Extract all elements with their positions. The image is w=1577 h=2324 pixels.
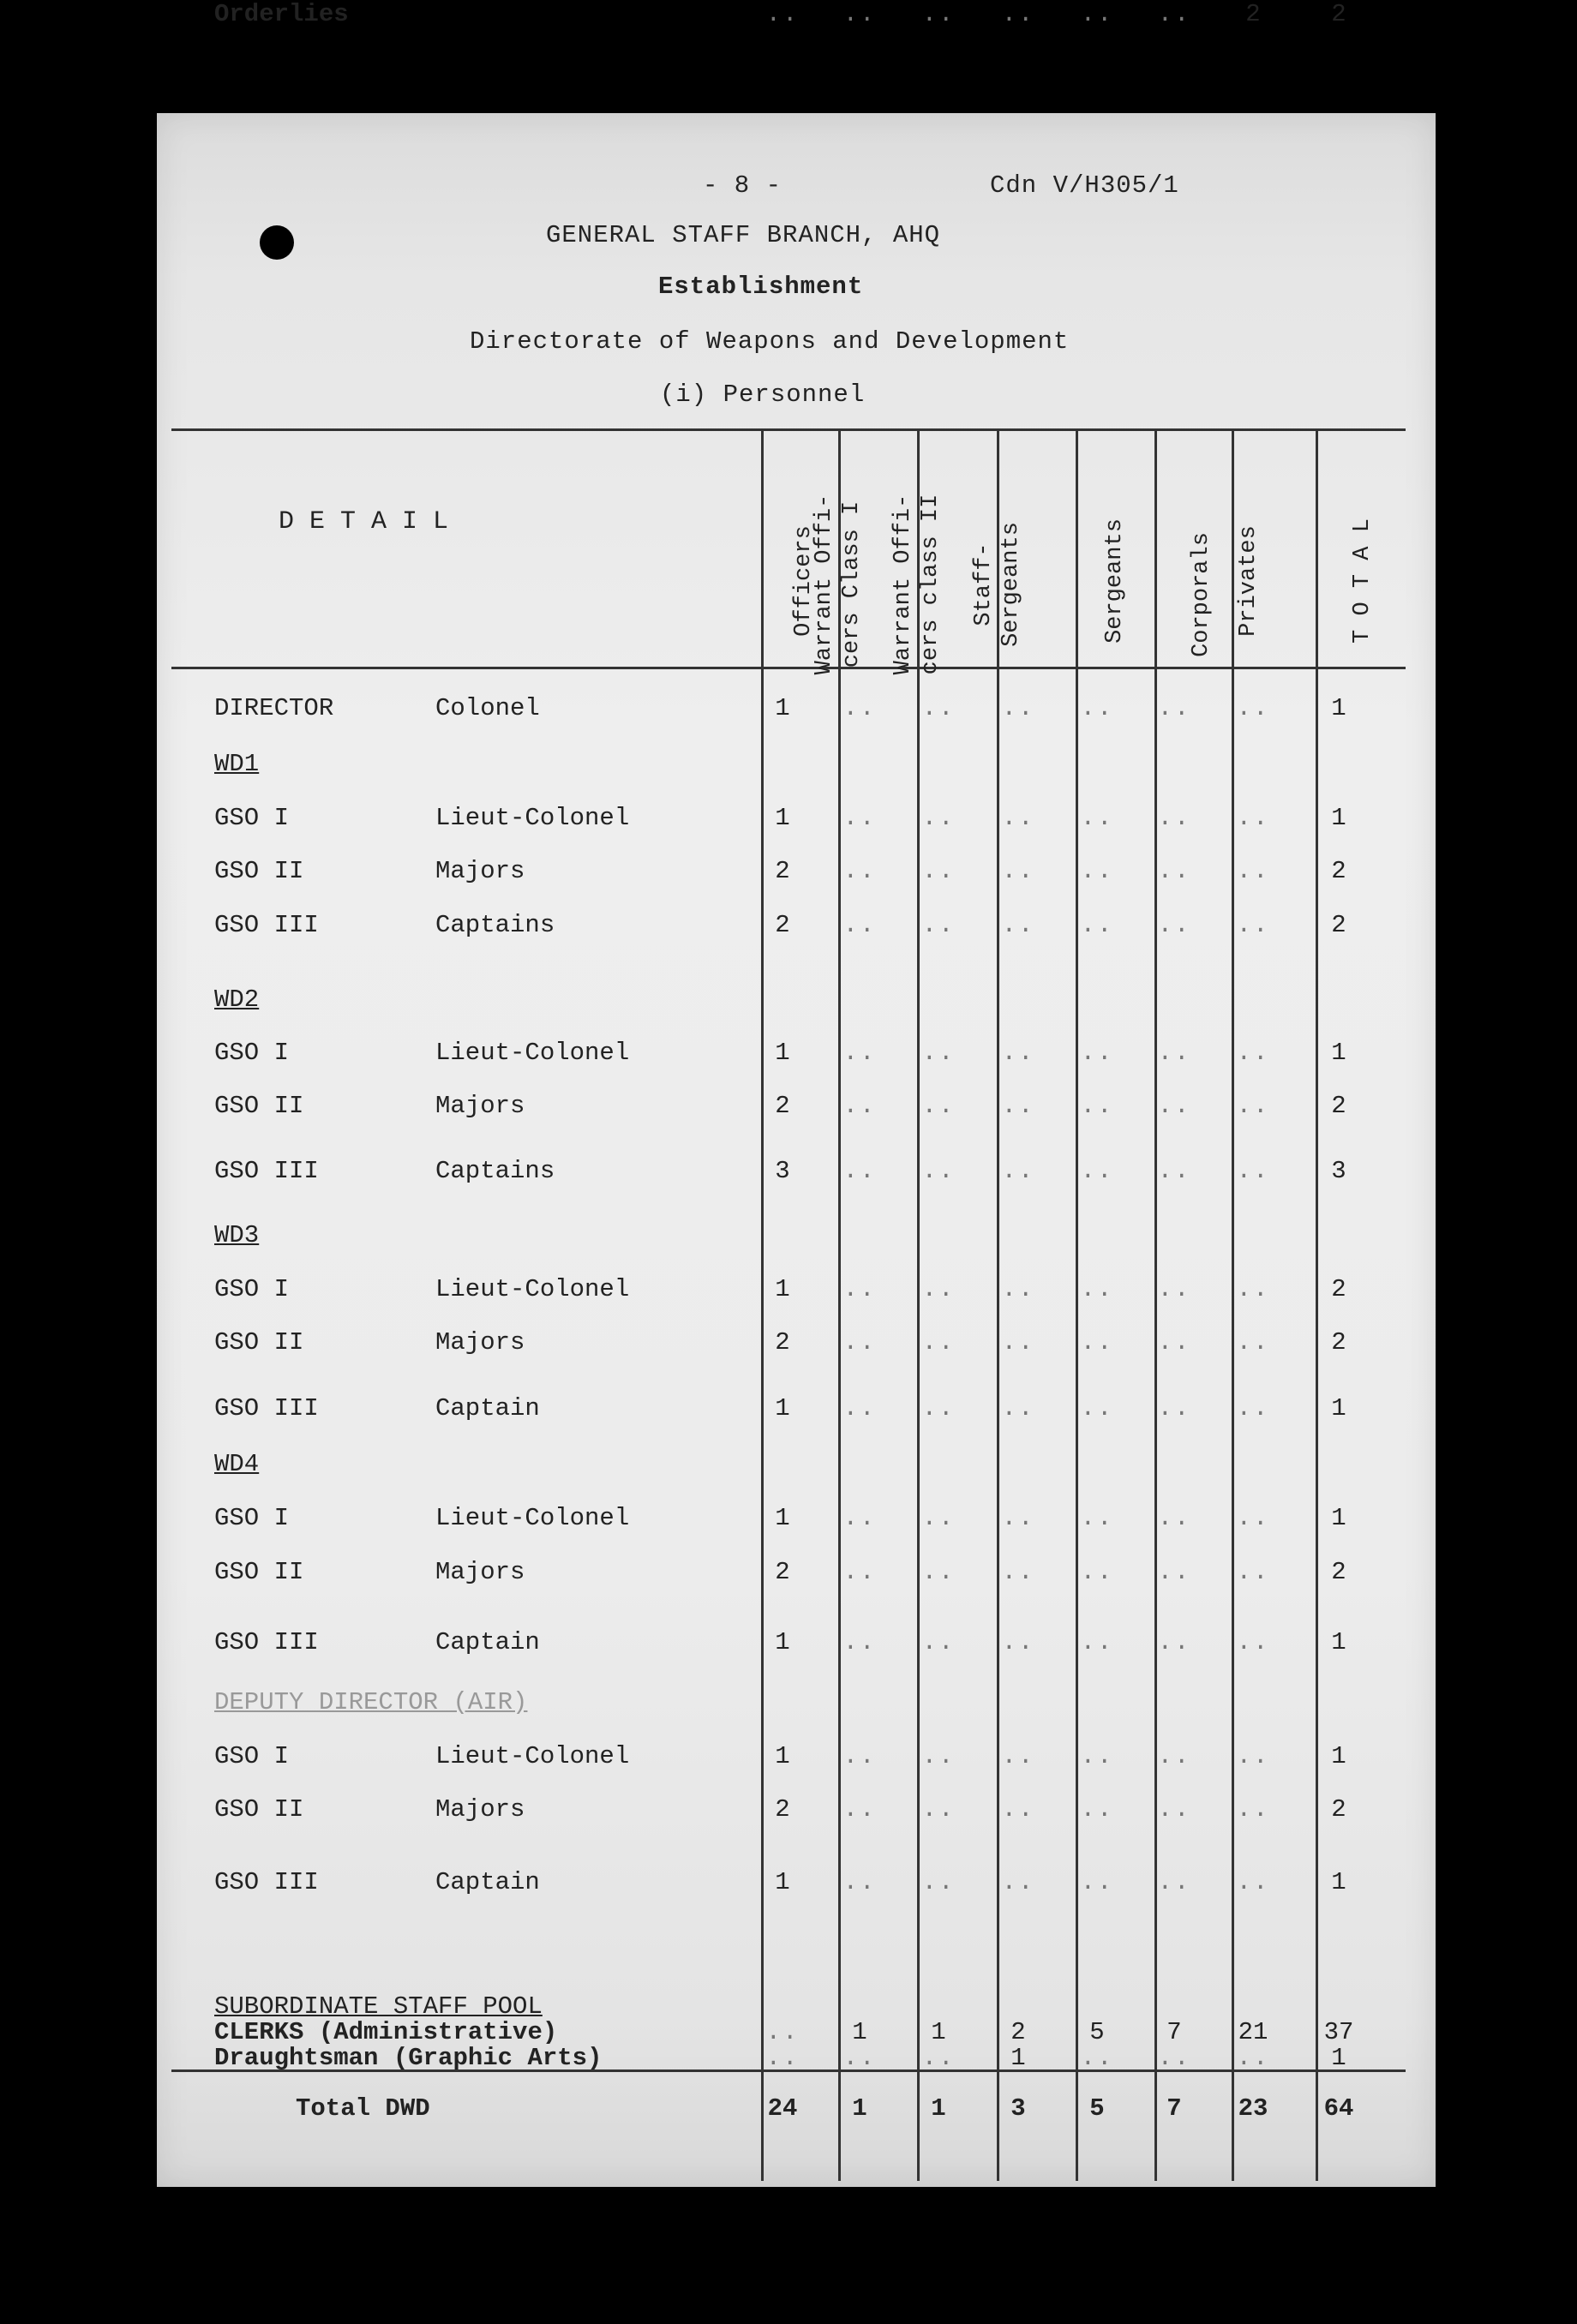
table-cell: ..	[842, 1157, 877, 1185]
table-cell: ..	[1236, 1558, 1270, 1586]
rank: Colonel	[435, 694, 540, 722]
table-cell: ..	[1157, 1742, 1191, 1770]
branch-title: GENERAL STAFF BRANCH, AHQ	[546, 221, 941, 249]
table-cell: ..	[1236, 1742, 1270, 1770]
table-cell: ..	[1080, 2044, 1114, 2072]
table-cell: ..	[921, 1328, 956, 1357]
appointment: GSO II	[214, 1795, 304, 1824]
total-cell: 24	[767, 2094, 798, 2123]
column-divider	[1316, 428, 1318, 2181]
table-cell: ..	[1001, 1742, 1035, 1770]
table-cell: ..	[1236, 1275, 1270, 1303]
table-cell: ..	[1001, 1394, 1035, 1423]
table-cell: ..	[1080, 1394, 1114, 1423]
header-bottom-rule	[171, 667, 1406, 669]
rank: Majors	[435, 1558, 525, 1586]
total-cell: 1	[931, 2094, 946, 2123]
table-cell: ..	[1157, 2044, 1191, 2072]
table-cell: ..	[1157, 1394, 1191, 1423]
rank: Majors	[435, 1328, 525, 1357]
table-cell: ..	[1001, 1328, 1035, 1357]
table-cell: ..	[1236, 804, 1270, 832]
table-cell: ..	[921, 1394, 956, 1423]
table-cell: ..	[1157, 1092, 1191, 1120]
table-cell: ..	[1157, 1558, 1191, 1586]
table-cell: ..	[1157, 0, 1191, 28]
rank: Lieut-Colonel	[435, 1039, 630, 1067]
table-cell: ..	[1001, 1795, 1035, 1824]
table-cell: ..	[765, 2018, 800, 2046]
table-cell: ..	[1080, 694, 1114, 722]
column-divider	[1076, 428, 1078, 2181]
directorate-title: Directorate of Weapons and Development	[470, 327, 1070, 356]
table-cell: ..	[921, 2044, 956, 2072]
table-cell: ..	[1001, 1157, 1035, 1185]
table-cell: ..	[1080, 804, 1114, 832]
punch-hole	[260, 225, 294, 260]
table-cell: ..	[1157, 1328, 1191, 1357]
table-cell: ..	[842, 694, 877, 722]
table-cell: ..	[1080, 1039, 1114, 1067]
table-cell: ..	[921, 911, 956, 939]
table-cell: 2	[775, 857, 790, 885]
table-cell: 5	[1089, 2018, 1105, 2046]
table-cell: ..	[842, 1394, 877, 1423]
table-cell: 2	[1331, 1795, 1346, 1824]
column-divider	[761, 428, 764, 2181]
table-cell: ..	[1236, 1795, 1270, 1824]
appointment: GSO III	[214, 1868, 319, 1896]
appointment: GSO II	[214, 1558, 304, 1586]
total-cell: 64	[1323, 2094, 1354, 2123]
table-cell: ..	[1001, 1628, 1035, 1656]
table-cell: ..	[1236, 1868, 1270, 1896]
total-label: Total DWD	[296, 2094, 430, 2123]
table-cell: ..	[842, 1558, 877, 1586]
table-cell: ..	[842, 857, 877, 885]
table-cell: ..	[921, 694, 956, 722]
table-cell: ..	[842, 1742, 877, 1770]
table-cell: ..	[1236, 2044, 1270, 2072]
corporals-column-header: Corporals	[1189, 532, 1214, 657]
table-cell: ..	[1001, 1868, 1035, 1896]
table-cell: 1	[775, 1628, 790, 1656]
table-cell: ..	[1236, 1628, 1270, 1656]
section-heading: WD4	[214, 1450, 260, 1478]
table-cell: ..	[1001, 694, 1035, 722]
appointment: GSO II	[214, 1092, 304, 1120]
rank: Lieut-Colonel	[435, 804, 630, 832]
table-cell: ..	[921, 1868, 956, 1896]
table-cell: ..	[1236, 911, 1270, 939]
table-cell: 7	[1166, 2018, 1182, 2046]
table-cell: ..	[921, 857, 956, 885]
table-cell: 21	[1238, 2018, 1268, 2046]
table-cell: ..	[1080, 1504, 1114, 1532]
rank: Majors	[435, 1092, 525, 1120]
table-cell: 1	[1331, 1742, 1346, 1770]
table-cell: ..	[921, 1504, 956, 1532]
table-cell: ..	[921, 1039, 956, 1067]
privates-column-header: Privates	[1236, 525, 1262, 637]
table-cell: 2	[1331, 1275, 1346, 1303]
table-cell: 1	[1331, 1868, 1346, 1896]
table-cell: ..	[1080, 1795, 1114, 1824]
table-cell: ..	[765, 2044, 800, 2072]
appointment: GSO III	[214, 1628, 319, 1656]
appointment: GSO I	[214, 1504, 290, 1532]
appointment: GSO I	[214, 1742, 290, 1770]
table-cell: ..	[921, 804, 956, 832]
table-cell: ..	[842, 804, 877, 832]
section-heading: SUBORDINATE STAFF POOL	[214, 1992, 543, 2021]
rank: Captain	[435, 1868, 540, 1896]
table-cell: ..	[1236, 1092, 1270, 1120]
table-cell: 2	[1331, 1558, 1346, 1586]
table-cell: ..	[1080, 1328, 1114, 1357]
column-divider	[917, 428, 920, 2181]
table-cell: ..	[1080, 1628, 1114, 1656]
total-column-header: T O T A L	[1350, 518, 1376, 644]
table-cell: ..	[1001, 804, 1035, 832]
table-cell: ..	[1080, 1558, 1114, 1586]
table-cell: ..	[921, 1742, 956, 1770]
table-cell: ..	[1236, 1504, 1270, 1532]
table-cell: 1	[931, 2018, 946, 2046]
pool-category: Orderlies	[214, 0, 349, 28]
table-cell: 2	[1331, 1328, 1346, 1357]
table-cell: 2	[775, 1328, 790, 1357]
column-divider	[838, 428, 841, 2181]
rank: Lieut-Colonel	[435, 1742, 630, 1770]
rank: Captain	[435, 1628, 540, 1656]
table-cell: 1	[1331, 2044, 1346, 2072]
table-cell: ..	[1236, 1328, 1270, 1357]
table-cell: ..	[1157, 1275, 1191, 1303]
table-cell: ..	[1157, 804, 1191, 832]
table-cell: ..	[1157, 1628, 1191, 1656]
table-cell: ..	[842, 1275, 877, 1303]
officers-column-header: Officers	[791, 525, 817, 637]
table-cell: ..	[1157, 1795, 1191, 1824]
table-cell: 2	[1331, 911, 1346, 939]
table-top-rule	[171, 428, 1406, 431]
table-cell: 1	[1010, 2044, 1026, 2072]
pool-category: Draughtsman (Graphic Arts)	[214, 2044, 603, 2072]
table-cell: ..	[1157, 1157, 1191, 1185]
table-cell: 1	[1331, 1628, 1346, 1656]
rank: Captain	[435, 1394, 540, 1423]
rank: Captains	[435, 911, 555, 939]
table-cell: ..	[1080, 911, 1114, 939]
pool-category: CLERKS (Administrative)	[214, 2018, 558, 2046]
staff-sergeants-column-header: Staff- Sergeants	[971, 522, 1024, 647]
establishment-title: Establishment	[658, 273, 864, 301]
section-heading: DEPUTY DIRECTOR (AIR)	[214, 1688, 528, 1716]
rank: Majors	[435, 857, 525, 885]
table-cell: 2	[1331, 857, 1346, 885]
section-heading: WD1	[214, 750, 260, 778]
table-cell: 2	[775, 1092, 790, 1120]
appointment: GSO III	[214, 1157, 319, 1185]
table-cell: ..	[842, 1868, 877, 1896]
table-cell: 2	[1331, 0, 1346, 28]
column-divider	[997, 428, 999, 2181]
table-cell: ..	[1236, 1157, 1270, 1185]
table-cell: 2	[1331, 1092, 1346, 1120]
wo1-column-header: Warrant Offi- cers Class I	[812, 494, 865, 675]
column-divider	[1154, 428, 1157, 2181]
rank: Majors	[435, 1795, 525, 1824]
file-reference: Cdn V/H305/1	[990, 171, 1179, 200]
table-cell: ..	[1157, 1868, 1191, 1896]
table-cell: 2	[775, 1558, 790, 1586]
total-cell: 23	[1238, 2094, 1268, 2123]
table-cell: 1	[1331, 1504, 1346, 1532]
column-divider	[1232, 428, 1234, 2181]
table-cell: ..	[1080, 1868, 1114, 1896]
appointment: GSO I	[214, 1039, 290, 1067]
table-cell: 2	[775, 911, 790, 939]
table-cell: ..	[842, 1092, 877, 1120]
table-cell: ..	[842, 0, 877, 28]
detail-column-header: D E T A I L	[279, 507, 449, 536]
table-cell: ..	[1157, 694, 1191, 722]
appointment: GSO I	[214, 804, 290, 832]
table-cell: ..	[842, 1628, 877, 1656]
table-cell: 1	[775, 1742, 790, 1770]
table-cell: 1	[1331, 694, 1346, 722]
table-cell: ..	[921, 1558, 956, 1586]
total-cell: 3	[1010, 2094, 1026, 2123]
sergeants-column-header: Sergeants	[1102, 518, 1128, 644]
table-cell: ..	[921, 1092, 956, 1120]
table-cell: 1	[775, 1394, 790, 1423]
table-cell: ..	[921, 1157, 956, 1185]
table-cell: ..	[1001, 1275, 1035, 1303]
rank: Lieut-Colonel	[435, 1504, 630, 1532]
table-cell: 2	[1010, 2018, 1026, 2046]
table-cell: ..	[921, 1628, 956, 1656]
table-cell: ..	[1001, 0, 1035, 28]
table-cell: 3	[775, 1157, 790, 1185]
table-cell: ..	[1236, 857, 1270, 885]
table-cell: 1	[1331, 804, 1346, 832]
total-cell: 1	[852, 2094, 867, 2123]
table-cell: ..	[921, 0, 956, 28]
table-cell: ..	[1001, 1039, 1035, 1067]
table-cell: 1	[775, 1868, 790, 1896]
table-cell: ..	[842, 1795, 877, 1824]
table-cell: ..	[1001, 1092, 1035, 1120]
table-cell: ..	[1080, 0, 1114, 28]
table-cell: ..	[921, 1275, 956, 1303]
table-cell: 2	[1245, 0, 1261, 28]
table-cell: ..	[1157, 1504, 1191, 1532]
table-cell: 1	[1331, 1039, 1346, 1067]
table-cell: ..	[842, 911, 877, 939]
table-cell: ..	[1001, 857, 1035, 885]
table-cell: ..	[842, 1328, 877, 1357]
section-heading: WD3	[214, 1221, 260, 1249]
table-cell: ..	[1236, 1394, 1270, 1423]
table-cell: ..	[842, 1039, 877, 1067]
appointment: GSO II	[214, 857, 304, 885]
section-heading: WD2	[214, 985, 260, 1014]
rank: Captains	[435, 1157, 555, 1185]
total-cell: 7	[1166, 2094, 1182, 2123]
appointment: GSO III	[214, 1394, 319, 1423]
table-cell: ..	[1080, 1742, 1114, 1770]
section-title: (i) Personnel	[660, 380, 866, 409]
table-cell: 1	[775, 804, 790, 832]
table-cell: ..	[1236, 1039, 1270, 1067]
table-cell: ..	[1080, 1092, 1114, 1120]
table-cell: 2	[775, 1795, 790, 1824]
table-cell: 1	[1331, 1394, 1346, 1423]
table-cell: ..	[842, 1504, 877, 1532]
table-cell: ..	[1157, 1039, 1191, 1067]
table-cell: ..	[1001, 1504, 1035, 1532]
table-cell: 37	[1323, 2018, 1354, 2046]
table-cell: 1	[852, 2018, 867, 2046]
table-cell: 1	[775, 1039, 790, 1067]
table-cell: 1	[775, 1275, 790, 1303]
table-cell: 1	[775, 1504, 790, 1532]
appointment: GSO II	[214, 1328, 304, 1357]
table-cell: ..	[1080, 1275, 1114, 1303]
rank: Lieut-Colonel	[435, 1275, 630, 1303]
table-cell: ..	[1157, 857, 1191, 885]
wo2-column-header: Warrant Offi- cers class II	[890, 494, 944, 675]
total-cell: 5	[1089, 2094, 1105, 2123]
appointment: GSO III	[214, 911, 319, 939]
table-cell: ..	[921, 1795, 956, 1824]
table-cell: ..	[1157, 911, 1191, 939]
table-cell: ..	[1080, 1157, 1114, 1185]
appointment: GSO I	[214, 1275, 290, 1303]
table-cell: ..	[842, 2044, 877, 2072]
table-cell: 1	[775, 694, 790, 722]
table-cell: ..	[765, 0, 800, 28]
table-cell: 3	[1331, 1157, 1346, 1185]
appointment: DIRECTOR	[214, 694, 334, 722]
table-cell: ..	[1001, 911, 1035, 939]
table-cell: ..	[1001, 1558, 1035, 1586]
table-cell: ..	[1080, 857, 1114, 885]
table-cell: ..	[1236, 694, 1270, 722]
page-number: - 8 -	[703, 171, 783, 200]
